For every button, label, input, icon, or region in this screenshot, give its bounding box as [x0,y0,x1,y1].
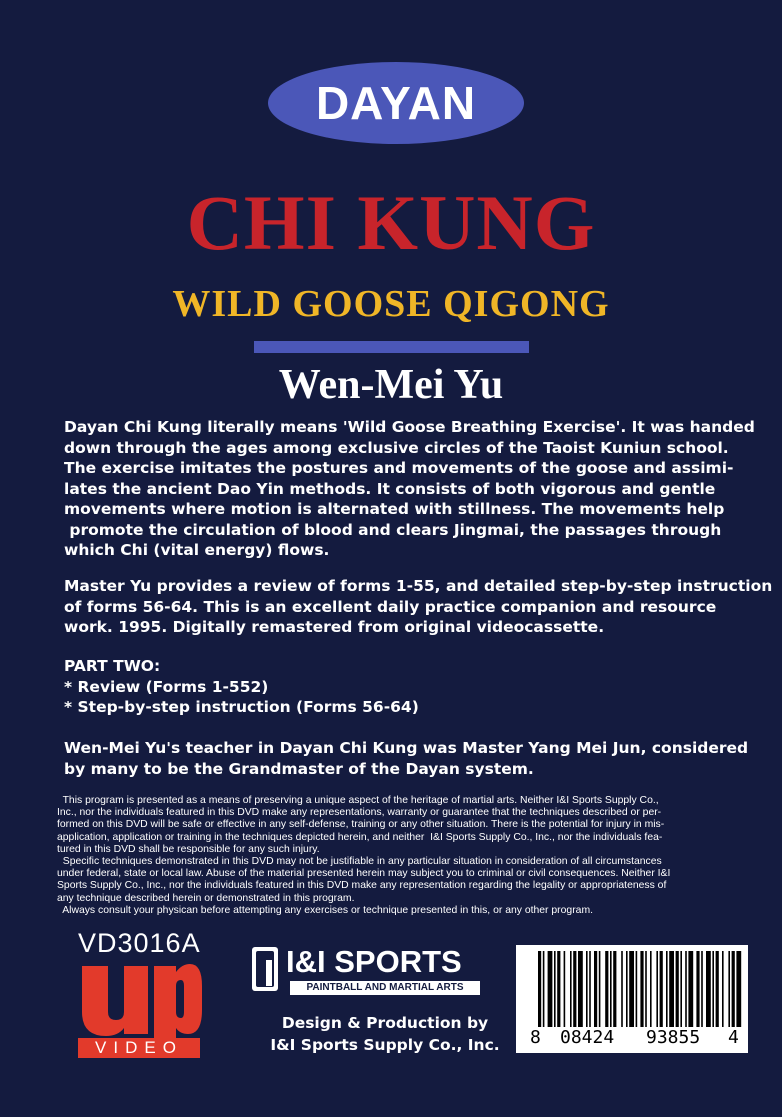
barcode [516,945,748,1053]
up-video-wordmark: VIDEO [78,1038,200,1058]
production-credit [240,1012,530,1056]
barcode-digit-group: 8 [530,1027,541,1048]
disclaimer-line: formed on this DVD will be safe or effective in any self-defense, training or any other situation. There is the potential for injury in mis- [57,819,665,831]
barcode-bar [578,951,583,1027]
divider-rule [254,341,529,353]
disclaimer-line: tured in this DVD shall be responsible for any such injury. [57,843,320,855]
barcode-digit-group: 93855 [646,1027,701,1048]
barcode-bar [548,951,553,1027]
barcode-bar [706,951,711,1027]
barcode-bar [586,951,588,1027]
author-name: Wen-Mei Yu [278,362,504,408]
barcode-bar [645,951,647,1027]
barcode-bar [676,951,679,1027]
barcode-bar [636,951,638,1027]
barcode-digit-group: 08424 [560,1027,615,1048]
text-line: by many to be the Grandmaster of the Dayan system. [64,759,534,778]
publisher-logo-name: I&I SPORTS [286,944,462,979]
barcode-bar [538,951,541,1027]
barcode-digits [516,1027,748,1051]
barcode-bars [516,945,748,1029]
barcode-bar [650,951,652,1027]
text-line: Master Yu provides a review of forms 1-55, and detailed step-by-step instruction [64,577,773,595]
barcode-bar [594,951,597,1027]
barcode-bar [570,951,572,1027]
barcode-bar [666,951,668,1027]
publisher-logo-tagline: PAINTBALL AND MARTIAL ARTS [290,981,480,995]
text-line: movements where motion is alternated with stillness. The movements help [64,500,725,518]
barcode-bar [696,951,699,1027]
disclaimer-line: Inc., nor the individuals featured in this DVD make any representations, warranty or guarantee that the techniques described or per- [57,807,662,819]
barcode-bar [557,951,560,1027]
barcode-bar [626,951,628,1027]
credit-line: I&I Sports Supply Co., Inc. [270,1036,500,1054]
barcode-bar [656,951,658,1027]
text-line: Dayan Chi Kung literally means 'Wild Goose Breathing Exercise'. It was handed [64,418,755,436]
text-line: of forms 56-64. This is an excellent daily practice companion and resource [64,597,717,616]
barcode-bar [736,951,741,1027]
barcode-bar [599,951,601,1027]
text-line: lates the ancient Dao Yin methods. It consists of both vigorous and gentle [64,479,716,498]
disclaimer-line: application, application or training in the techniques depicted herein, and neither I&I Sports Supply Co., Inc., nor the individuals fea- [57,831,663,843]
disclaimer-line: Sports Supply Co., Inc., nor the individuals featured in this DVD make any representation regarding the legality or appropriateness of [57,880,667,892]
i-and-i-emblem-icon [252,947,278,991]
barcode-bar [660,951,663,1027]
text-line: promote the circulation of blood and clears Jingmai, the passages through [64,520,722,539]
disclaimer-line: any technique described herein or demonstrated in this program. [57,892,355,904]
part-two-list [64,656,764,718]
subtitle: WILD GOOSE QIGONG [172,283,610,325]
barcode-bar [629,951,634,1027]
barcode-bar [554,951,556,1027]
text-line: Wen-Mei Yu's teacher in Dayan Chi Kung was Master Yang Mei Jun, considered [64,739,749,757]
barcode-bar [685,951,687,1027]
barcode-bar [728,951,730,1027]
barcode-bar [621,951,623,1027]
list-item: * Step-by-step instruction (Forms 56-64) [64,698,419,716]
text-line: work. 1995. Digitally remastered from original videocassette. [64,618,605,636]
barcode-bar [680,951,682,1027]
barcode-bar [688,951,693,1027]
barcode-bar [712,951,714,1027]
barcode-bar [701,951,703,1027]
barcode-bar [722,951,724,1027]
barcode-bar [613,951,616,1027]
barcode-bar [732,951,735,1027]
barcode-bar [605,951,608,1027]
list-item: * Review (Forms 1-552) [64,677,269,696]
legal-disclaimer [57,795,767,917]
main-title: CHI KUNG [186,179,596,266]
barcode-bar [573,951,576,1027]
disclaimer-line: Specific techniques demonstrated in this DVD may not be justifiable in any particular situation in consideration of all circumstances [57,856,662,868]
barcode-digit-group: 4 [728,1027,739,1048]
barcode-bar [543,951,545,1027]
disclaimer-line: This program is presented as a means of preserving a unique aspect of the heritage of martial arts. Neither I&I Sports Supply Co., [57,795,659,806]
description-paragraph-3 [64,738,764,779]
barcode-bar [610,951,612,1027]
disclaimer-line: under federal, state or local law. Abuse of the material presented herein may subject you to criminal or civil consequences. Neither I&I [57,868,671,880]
catalog-number: VD3016A [78,928,201,958]
barcode-bar [669,951,674,1027]
barcode-bar [716,951,719,1027]
credit-line: Design & Production by [281,1014,489,1032]
text-line: which Chi (vital energy) flows. [64,541,330,559]
barcode-bar [589,951,591,1027]
barcode-bar [564,951,566,1027]
barcode-bar [640,951,643,1027]
text-line: The exercise imitates the postures and movements of the goose and assimi- [64,459,734,477]
description-paragraph-1 [64,417,764,561]
text-line: down through the ages among exclusive circles of the Taoist Kuniun school. [64,438,729,457]
part-heading: PART TWO: [64,657,161,675]
dayan-badge: DAYAN [268,62,524,144]
disclaimer-line: Always consult your physican before attempting any exercises or technique presented in this, or any other program. [57,904,593,916]
description-paragraph-2 [64,576,773,638]
